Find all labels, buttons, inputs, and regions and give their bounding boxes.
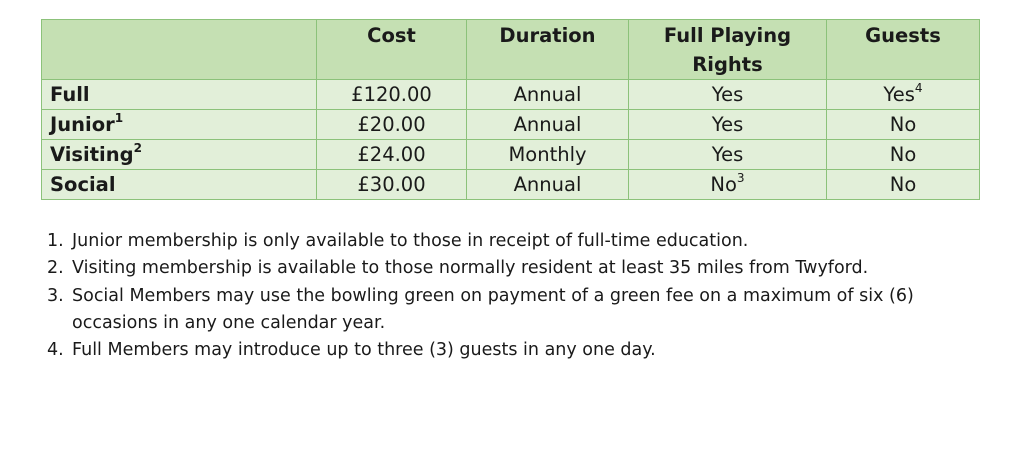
duration-cell: Annual [467, 80, 629, 110]
guests-value: Yes [883, 83, 915, 106]
footnotes-list [47, 228, 947, 364]
rights-value: Yes [711, 83, 744, 106]
cost-cell: £30.00 [317, 170, 467, 200]
membership-type-label: Visiting [50, 143, 134, 166]
membership-type [42, 140, 317, 170]
cost-cell: £20.00 [317, 110, 467, 140]
header-type [42, 20, 317, 80]
rights-cell [629, 80, 827, 110]
table-row [42, 170, 980, 200]
cost-cell: £120.00 [317, 80, 467, 110]
header-guests: Guests [827, 20, 980, 80]
footnote-number: 2. [47, 258, 64, 279]
duration-cell: Annual [467, 110, 629, 140]
header-full-playing-rights: Full Playing Rights [629, 20, 827, 80]
guests-cell [827, 80, 980, 110]
footnote-ref: 3 [736, 171, 745, 186]
table-row [42, 80, 980, 110]
footnote-text: Visiting membership is available to those normally resident at least 35 miles from Twyford. [72, 258, 869, 279]
rights-value: Yes [711, 143, 744, 166]
membership-type-label: Junior [50, 113, 115, 136]
table-row [42, 140, 980, 170]
rights-cell [629, 170, 827, 200]
rights-value: Yes [711, 113, 744, 136]
rights-value: No [710, 173, 737, 196]
header-cost: Cost [317, 20, 467, 80]
guests-cell [827, 110, 980, 140]
footnote-ref: 1 [114, 111, 124, 126]
header-duration: Duration [467, 20, 629, 80]
footnote-item [47, 228, 947, 255]
guests-cell [827, 170, 980, 200]
footnote-ref: 4 [914, 81, 923, 96]
membership-type [42, 170, 317, 200]
guests-cell [827, 140, 980, 170]
membership-table [41, 19, 980, 200]
membership-type [42, 110, 317, 140]
table-header-row [42, 20, 980, 80]
footnote-text: Full Members may introduce up to three (3) guests in any one day. [72, 340, 656, 361]
footnote-text: Social Members may use the bowling green on payment of a green fee on a maximum of six (6) occasions in any one calendar year. [72, 285, 914, 333]
cost-cell: £24.00 [317, 140, 467, 170]
guests-value: No [889, 143, 917, 166]
footnote-number: 4. [47, 340, 64, 361]
guests-value: No [889, 113, 917, 136]
membership-type-label: Social [50, 173, 116, 196]
duration-cell: Monthly [467, 140, 629, 170]
footnote-number: 1. [47, 231, 64, 251]
footnote-item [47, 255, 947, 282]
membership-type [42, 80, 317, 110]
rights-cell [629, 110, 827, 140]
rights-cell [629, 140, 827, 170]
guests-value: No [889, 173, 917, 196]
footnote-item [47, 337, 947, 364]
footnote-text: Junior membership is only available to those in receipt of full-time education. [72, 231, 749, 251]
duration-cell: Annual [467, 170, 629, 200]
footnote-ref: 2 [133, 141, 142, 156]
table-row [42, 110, 980, 140]
membership-type-label: Full [50, 83, 90, 106]
footnote-item [47, 283, 947, 338]
footnote-number: 3. [47, 285, 64, 306]
